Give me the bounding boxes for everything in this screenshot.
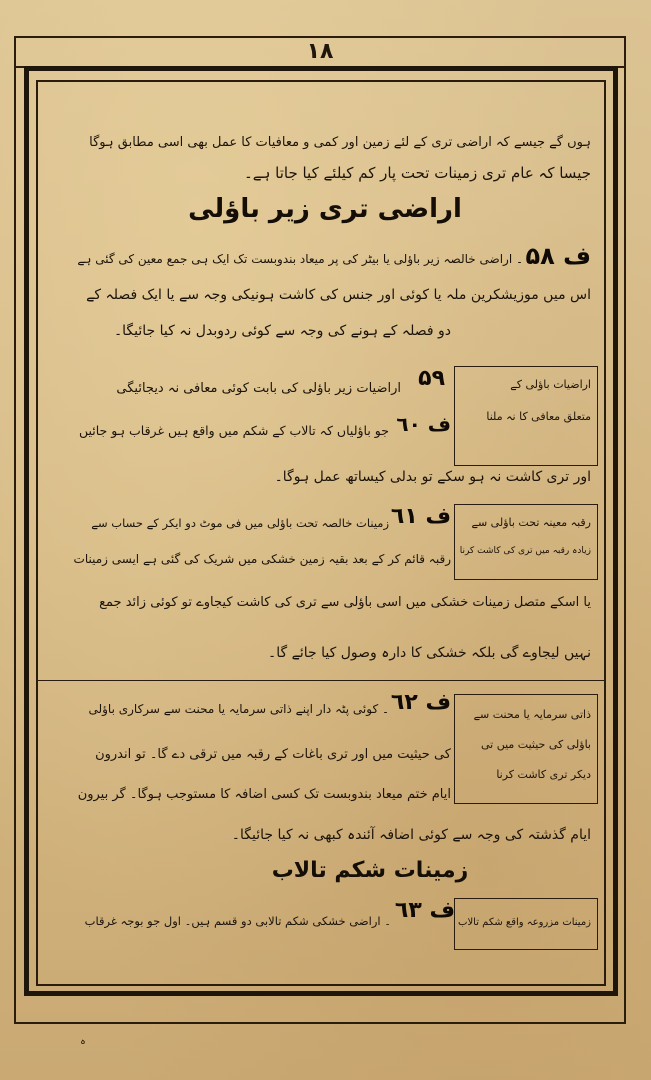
margin-note-3c: دیکر تری کاشت کرنا — [496, 768, 591, 781]
section-heading-baoli: اراضی تری زیر باؤلی — [188, 194, 462, 224]
text-line-8: اور تری کاشت نہ ہو سکے تو بدلی کیساتھ عمل ہوگا۔ — [274, 469, 591, 485]
text-line-7: جو باؤلیاں کہ تالاب کے شکم میں واقع ہیں غرقاب ہو جائیں — [78, 423, 389, 438]
section-number-62: ف ٦٢ — [390, 690, 451, 715]
margin-note-4: زمینات مزروعہ واقع شکم تالاب — [458, 917, 591, 928]
text-line-3: ۔ اراضی خالصہ زیر باؤلی یا بیٹر کی پر میعاد بندوبست تک ایک ہی جمع معین کی گئی ہے — [77, 252, 523, 266]
margin-note-2a: رقبہ معینہ تحت باؤلی سے — [471, 516, 591, 529]
section-number-58: ف ۵۸ — [525, 242, 591, 270]
section-heading-talab: زمینات شکم تالاب — [271, 858, 469, 883]
footer-mark: ہ — [80, 1036, 86, 1047]
section-number-59: ۵۹ — [418, 366, 445, 391]
text-line-13: ۔ کوئی پٹہ دار اپنے ذاتی سرمایہ یا محنت سے سرکاری باؤلی — [88, 702, 389, 716]
text-line-4: اس میں موزیشکرین ملہ یا کوئی اور جنس کی کاشت ہونیکی وجہ سے یا ایک فصلہ کے — [86, 287, 591, 303]
margin-note-2b: زیادہ رقبہ میں تری کی کاشت کرنا — [459, 546, 591, 556]
text-line-11: یا اسکے متصل زمینات خشکی میں اسی باؤلی سے تری کی کاشت کیجاوے تو کوئی زائد جمع — [99, 595, 591, 610]
text-line-14: کی حیثیت میں اور تری باغات کے رقبہ میں ترقی دے گا۔ تو اندرون — [95, 747, 451, 762]
text-line-16: ایام گذشتہ کی وجہ سے کوئی اضافہ آئندہ کبھی نہ کیا جائیگا۔ — [231, 827, 591, 843]
text-line-15: ایام ختم میعاد بندوبست تک کسی اضافہ کا مستوجب ہوگا۔ گر بیرون — [77, 787, 451, 802]
margin-note-3b: باؤلی کی حیثیت میں تی — [480, 738, 591, 751]
text-line-6: اراضیات زیر باؤلی کی بابت کوئی معافی نہ دیجائیگی — [116, 381, 401, 396]
text-line-12: نہیں لیجاوے گی بلکہ خشکی کا دارہ وصول کیا جائے گا۔ — [268, 645, 591, 661]
section-number-61: ف ٦١ — [390, 504, 451, 529]
margin-note-1a: اراضیات باؤلی کے — [510, 378, 591, 391]
text-line-17: ۔ اراضی خشکی شکم تالابی دو قسم ہیں۔ اول جو بوجہ غرقاب — [84, 914, 391, 928]
section-number-60: ف ٦٠ — [396, 412, 451, 436]
section-number-63: ف ٦٣ — [394, 898, 455, 923]
text-line-10: رقبہ قائم کر کے بعد بقیہ زمین خشکی میں شریک کی گئی ہے ایسی زمینات — [73, 552, 451, 566]
divider-line — [38, 680, 604, 681]
page-number: ١٨ — [306, 39, 334, 64]
text-line-5: دو فصلہ کے ہونے کی وجہ سے کوئی ردوبدل نہ کیا جائیگا۔ — [113, 323, 451, 339]
text-line-9: زمینات خالصہ تحت باؤلی میں فی موٹ دو ایکر کے حساب سے — [91, 516, 389, 530]
margin-note-3a: ذاتی سرمایہ یا محنت سے — [473, 708, 591, 721]
text-line-2: جیسا کہ عام تری زمینات تحت پار کم کیلئے کیا جاتا ہے۔ — [244, 164, 591, 182]
text-line-1: ہوں گے جیسے کہ اراضی تری کے لئے زمین اور کمی و معافیات کا عمل بھی اسی مطابق ہوگا — [89, 135, 591, 150]
margin-note-1b: متعلق معافی کا نہ ملنا — [486, 410, 591, 423]
